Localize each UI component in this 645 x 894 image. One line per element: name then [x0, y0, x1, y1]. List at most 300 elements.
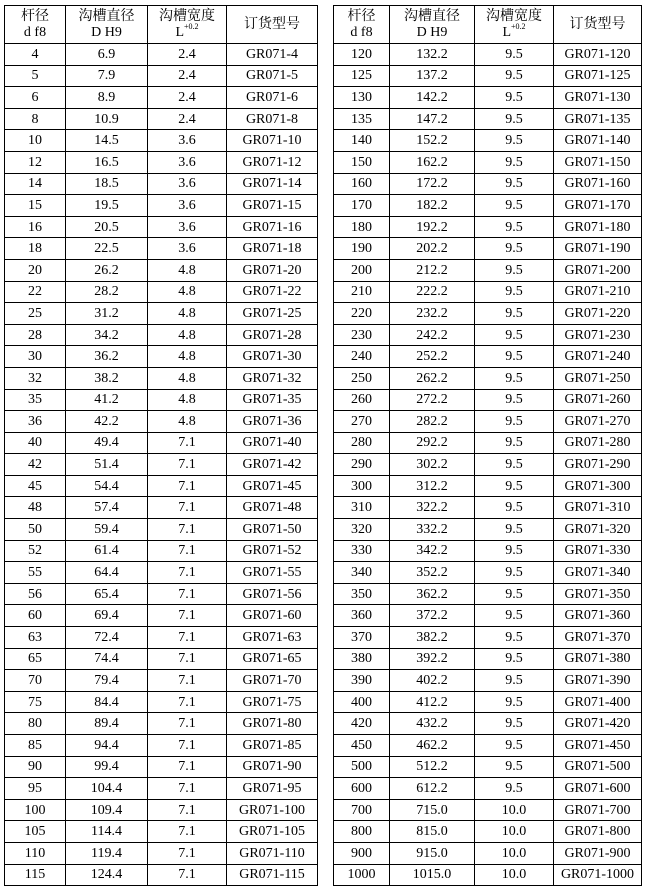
order-code-cell: GR071-390 — [554, 670, 642, 692]
order-code-cell: GR071-55 — [227, 562, 318, 584]
order-code-cell: GR071-210 — [554, 281, 642, 303]
table-row — [5, 173, 318, 195]
table-row — [334, 864, 642, 886]
rod-diameter-cell: 125 — [334, 65, 390, 87]
groove-diameter-cell: 42.2 — [66, 411, 148, 433]
table-row — [334, 821, 642, 843]
rod-diameter-cell: 270 — [334, 411, 390, 433]
table-row — [334, 367, 642, 389]
groove-width-cell: 7.1 — [148, 821, 227, 843]
groove-width-cell: 9.5 — [475, 670, 554, 692]
order-code-cell: GR071-16 — [227, 216, 318, 238]
rod-diameter-cell: 45 — [5, 475, 66, 497]
rod-diameter-cell: 16 — [5, 216, 66, 238]
order-code-cell: GR071-115 — [227, 864, 318, 886]
order-code-cell: GR071-110 — [227, 842, 318, 864]
groove-diameter-cell: 119.4 — [66, 842, 148, 864]
rod-diameter-cell: 55 — [5, 562, 66, 584]
groove-width-cell: 7.1 — [148, 735, 227, 757]
groove-width-cell: 7.1 — [148, 432, 227, 454]
rod-diameter-cell: 240 — [334, 346, 390, 368]
groove-width-cell: 10.0 — [475, 821, 554, 843]
groove-diameter-cell: 402.2 — [390, 670, 475, 692]
table-row — [5, 44, 318, 66]
order-code-cell: GR071-330 — [554, 540, 642, 562]
groove-width-cell: 9.5 — [475, 562, 554, 584]
groove-diameter-cell: 20.5 — [66, 216, 148, 238]
rod-diameter-cell: 6 — [5, 87, 66, 109]
groove-width-cell: 2.4 — [148, 108, 227, 130]
groove-width-cell: 3.6 — [148, 151, 227, 173]
order-code-cell: GR071-400 — [554, 691, 642, 713]
rod-diameter-cell: 120 — [334, 44, 390, 66]
order-code-cell: GR071-75 — [227, 691, 318, 713]
rod-diameter-cell: 90 — [5, 756, 66, 778]
groove-diameter-cell: 104.4 — [66, 778, 148, 800]
table-row — [334, 605, 642, 627]
groove-diameter-cell: 69.4 — [66, 605, 148, 627]
header-rod-diameter — [5, 6, 66, 44]
groove-width-cell: 9.5 — [475, 303, 554, 325]
order-code-cell: GR071-95 — [227, 778, 318, 800]
order-code-cell: GR071-14 — [227, 173, 318, 195]
rod-diameter-cell: 5 — [5, 65, 66, 87]
table-row — [334, 756, 642, 778]
rod-diameter-cell: 40 — [5, 432, 66, 454]
order-code-cell: GR071-65 — [227, 648, 318, 670]
rod-diameter-cell: 170 — [334, 195, 390, 217]
table-row — [5, 519, 318, 541]
groove-width-cell: 2.4 — [148, 87, 227, 109]
header-groove-width — [475, 6, 554, 44]
rod-diameter-cell: 250 — [334, 367, 390, 389]
order-code-cell: GR071-15 — [227, 195, 318, 217]
groove-diameter-cell: 14.5 — [66, 130, 148, 152]
groove-width-cell: 9.5 — [475, 756, 554, 778]
table-row — [334, 281, 642, 303]
groove-width-cell: 9.5 — [475, 173, 554, 195]
order-code-cell: GR071-125 — [554, 65, 642, 87]
order-code-cell: GR071-25 — [227, 303, 318, 325]
table-row — [5, 324, 318, 346]
order-code-cell: GR071-600 — [554, 778, 642, 800]
groove-width-cell: 9.5 — [475, 108, 554, 130]
groove-width-cell: 7.1 — [148, 540, 227, 562]
rod-diameter-cell: 160 — [334, 173, 390, 195]
groove-width-cell: 9.5 — [475, 778, 554, 800]
groove-width-cell: 9.5 — [475, 713, 554, 735]
order-code-cell: GR071-280 — [554, 432, 642, 454]
groove-diameter-cell: 124.4 — [66, 864, 148, 886]
table-row — [334, 735, 642, 757]
rod-diameter-cell: 100 — [5, 799, 66, 821]
order-code-cell: GR071-90 — [227, 756, 318, 778]
order-code-cell: GR071-200 — [554, 259, 642, 281]
order-code-cell: GR071-5 — [227, 65, 318, 87]
order-code-cell: GR071-12 — [227, 151, 318, 173]
table-row — [5, 411, 318, 433]
table-row — [5, 454, 318, 476]
rod-diameter-cell: 260 — [334, 389, 390, 411]
groove-diameter-cell: 362.2 — [390, 583, 475, 605]
order-code-cell: GR071-42 — [227, 454, 318, 476]
header-row — [5, 6, 318, 44]
table-row — [334, 583, 642, 605]
groove-diameter-cell: 137.2 — [390, 65, 475, 87]
order-code-cell: GR071-60 — [227, 605, 318, 627]
groove-width-cell: 9.5 — [475, 195, 554, 217]
order-code-cell: GR071-450 — [554, 735, 642, 757]
order-code-cell: GR071-240 — [554, 346, 642, 368]
header-groove-diameter — [66, 6, 148, 44]
groove-width-cell: 9.5 — [475, 497, 554, 519]
table-row — [5, 691, 318, 713]
groove-diameter-cell: 612.2 — [390, 778, 475, 800]
order-code-cell: GR071-85 — [227, 735, 318, 757]
order-code-cell: GR071-340 — [554, 562, 642, 584]
order-code-cell: GR071-35 — [227, 389, 318, 411]
groove-width-cell: 9.5 — [475, 87, 554, 109]
order-code-cell: GR071-18 — [227, 238, 318, 260]
groove-diameter-cell: 57.4 — [66, 497, 148, 519]
groove-width-cell: 7.1 — [148, 648, 227, 670]
groove-diameter-cell: 28.2 — [66, 281, 148, 303]
groove-diameter-cell: 302.2 — [390, 454, 475, 476]
table-row — [334, 259, 642, 281]
groove-diameter-cell: 272.2 — [390, 389, 475, 411]
groove-width-cell: 9.5 — [475, 238, 554, 260]
groove-diameter-cell: 232.2 — [390, 303, 475, 325]
groove-diameter-cell: 352.2 — [390, 562, 475, 584]
rod-diameter-cell: 12 — [5, 151, 66, 173]
groove-width-cell: 10.0 — [475, 842, 554, 864]
rod-diameter-cell: 310 — [334, 497, 390, 519]
rod-diameter-cell: 105 — [5, 821, 66, 843]
groove-diameter-cell: 222.2 — [390, 281, 475, 303]
table-row — [5, 87, 318, 109]
table-row — [334, 324, 642, 346]
groove-width-cell: 9.5 — [475, 367, 554, 389]
groove-diameter-cell: 815.0 — [390, 821, 475, 843]
order-code-cell: GR071-105 — [227, 821, 318, 843]
groove-width-cell: 4.8 — [148, 259, 227, 281]
groove-diameter-cell: 49.4 — [66, 432, 148, 454]
groove-width-cell: 9.5 — [475, 605, 554, 627]
groove-width-cell: 9.5 — [475, 475, 554, 497]
groove-width-cell: 9.5 — [475, 691, 554, 713]
order-code-cell: GR071-370 — [554, 627, 642, 649]
order-code-cell: GR071-52 — [227, 540, 318, 562]
table-row — [334, 799, 642, 821]
rod-diameter-cell: 22 — [5, 281, 66, 303]
table-row — [334, 303, 642, 325]
groove-diameter-cell: 332.2 — [390, 519, 475, 541]
order-code-cell: GR071-360 — [554, 605, 642, 627]
table-row — [334, 108, 642, 130]
rod-diameter-cell: 420 — [334, 713, 390, 735]
table-row — [5, 475, 318, 497]
table-row — [334, 432, 642, 454]
header-groove-diameter-label: 沟槽直径 — [404, 8, 460, 24]
table-row — [334, 44, 642, 66]
groove-width-cell: 3.6 — [148, 130, 227, 152]
table-row — [5, 756, 318, 778]
order-code-cell: GR071-420 — [554, 713, 642, 735]
groove-diameter-cell: 79.4 — [66, 670, 148, 692]
groove-diameter-cell: 99.4 — [66, 756, 148, 778]
groove-width-cell: 4.8 — [148, 367, 227, 389]
groove-width-cell: 2.4 — [148, 44, 227, 66]
rod-diameter-cell: 380 — [334, 648, 390, 670]
order-code-cell: GR071-1000 — [554, 864, 642, 886]
order-code-cell: GR071-130 — [554, 87, 642, 109]
order-code-cell: GR071-310 — [554, 497, 642, 519]
groove-width-cell: 9.5 — [475, 735, 554, 757]
order-code-cell: GR071-380 — [554, 648, 642, 670]
header-groove-width-tolerance: +0.2 — [511, 21, 526, 31]
table-row — [5, 108, 318, 130]
rod-diameter-cell: 330 — [334, 540, 390, 562]
table-row — [334, 238, 642, 260]
groove-spec-table-right — [333, 5, 642, 886]
rod-diameter-cell: 220 — [334, 303, 390, 325]
table-row — [5, 238, 318, 260]
order-code-cell: GR071-900 — [554, 842, 642, 864]
groove-diameter-cell: 412.2 — [390, 691, 475, 713]
table-row — [5, 842, 318, 864]
groove-width-cell: 9.5 — [475, 216, 554, 238]
groove-diameter-cell: 38.2 — [66, 367, 148, 389]
groove-diameter-cell: 18.5 — [66, 173, 148, 195]
header-rod-diameter-tolerance: d f8 — [23, 24, 47, 40]
header-groove-diameter-label: 沟槽直径 — [78, 8, 135, 24]
groove-diameter-cell: 915.0 — [390, 842, 475, 864]
table-row — [5, 540, 318, 562]
groove-diameter-cell: 212.2 — [390, 259, 475, 281]
order-code-cell: GR071-250 — [554, 367, 642, 389]
groove-width-cell: 7.1 — [148, 475, 227, 497]
groove-diameter-cell: 242.2 — [390, 324, 475, 346]
groove-diameter-cell: 262.2 — [390, 367, 475, 389]
rod-diameter-cell: 280 — [334, 432, 390, 454]
rod-diameter-cell: 52 — [5, 540, 66, 562]
order-code-cell: GR071-4 — [227, 44, 318, 66]
order-code-cell: GR071-700 — [554, 799, 642, 821]
groove-width-cell: 7.1 — [148, 756, 227, 778]
rod-diameter-cell: 340 — [334, 562, 390, 584]
rod-diameter-cell: 10 — [5, 130, 66, 152]
groove-diameter-cell: 36.2 — [66, 346, 148, 368]
order-code-cell: GR071-20 — [227, 259, 318, 281]
rod-diameter-cell: 50 — [5, 519, 66, 541]
groove-width-cell: 7.1 — [148, 497, 227, 519]
order-code-cell: GR071-48 — [227, 497, 318, 519]
order-code-cell: GR071-320 — [554, 519, 642, 541]
groove-diameter-cell: 64.4 — [66, 562, 148, 584]
groove-width-cell: 3.6 — [148, 195, 227, 217]
groove-width-cell: 7.1 — [148, 670, 227, 692]
table-row — [5, 713, 318, 735]
order-code-cell: GR071-290 — [554, 454, 642, 476]
table-row — [334, 130, 642, 152]
order-code-cell: GR071-70 — [227, 670, 318, 692]
table-row — [5, 799, 318, 821]
groove-width-cell: 7.1 — [148, 562, 227, 584]
header-groove-width-tolerance: +0.2 — [184, 21, 199, 31]
order-code-cell: GR071-150 — [554, 151, 642, 173]
header-groove-width-symbol: L — [502, 24, 512, 40]
order-code-cell: GR071-100 — [227, 799, 318, 821]
order-code-cell: GR071-32 — [227, 367, 318, 389]
table-row — [5, 367, 318, 389]
rod-diameter-cell: 70 — [5, 670, 66, 692]
groove-diameter-cell: 202.2 — [390, 238, 475, 260]
table-row — [334, 627, 642, 649]
groove-diameter-cell: 252.2 — [390, 346, 475, 368]
order-code-cell: GR071-300 — [554, 475, 642, 497]
header-groove-diameter — [390, 6, 475, 44]
order-code-cell: GR071-120 — [554, 44, 642, 66]
rod-diameter-cell: 35 — [5, 389, 66, 411]
groove-width-cell: 9.5 — [475, 411, 554, 433]
groove-diameter-cell: 382.2 — [390, 627, 475, 649]
table-row — [5, 864, 318, 886]
rod-diameter-cell: 150 — [334, 151, 390, 173]
order-code-cell: GR071-170 — [554, 195, 642, 217]
table-row — [5, 432, 318, 454]
table-row — [5, 670, 318, 692]
groove-diameter-cell: 16.5 — [66, 151, 148, 173]
header-rod-diameter-label: 杆径 — [347, 8, 376, 24]
groove-diameter-cell: 26.2 — [66, 259, 148, 281]
groove-diameter-cell: 147.2 — [390, 108, 475, 130]
groove-width-cell: 7.1 — [148, 864, 227, 886]
table-row — [334, 454, 642, 476]
groove-diameter-cell: 6.9 — [66, 44, 148, 66]
table-row — [334, 691, 642, 713]
groove-width-cell: 3.6 — [148, 238, 227, 260]
table-row — [334, 65, 642, 87]
groove-width-cell: 7.1 — [148, 713, 227, 735]
groove-diameter-cell: 22.5 — [66, 238, 148, 260]
table-row — [5, 216, 318, 238]
order-code-cell: GR071-220 — [554, 303, 642, 325]
rod-diameter-cell: 8 — [5, 108, 66, 130]
rod-diameter-cell: 63 — [5, 627, 66, 649]
rod-diameter-cell: 320 — [334, 519, 390, 541]
groove-width-cell: 7.1 — [148, 842, 227, 864]
order-code-cell: GR071-80 — [227, 713, 318, 735]
rod-diameter-cell: 48 — [5, 497, 66, 519]
header-rod-diameter-label: 杆径 — [21, 8, 49, 24]
table-row — [334, 216, 642, 238]
table-row — [334, 562, 642, 584]
groove-diameter-cell: 182.2 — [390, 195, 475, 217]
table-row — [334, 778, 642, 800]
groove-width-cell: 9.5 — [475, 432, 554, 454]
table-row — [5, 821, 318, 843]
table-row — [5, 778, 318, 800]
order-code-cell: GR071-63 — [227, 627, 318, 649]
groove-diameter-cell: 84.4 — [66, 691, 148, 713]
order-code-cell: GR071-135 — [554, 108, 642, 130]
groove-diameter-cell: 172.2 — [390, 173, 475, 195]
groove-width-cell: 9.5 — [475, 151, 554, 173]
groove-diameter-cell: 462.2 — [390, 735, 475, 757]
table-row — [5, 735, 318, 757]
rod-diameter-cell: 140 — [334, 130, 390, 152]
rod-diameter-cell: 115 — [5, 864, 66, 886]
rod-diameter-cell: 14 — [5, 173, 66, 195]
groove-width-cell: 9.5 — [475, 259, 554, 281]
header-rod-diameter — [334, 6, 390, 44]
order-code-cell: GR071-230 — [554, 324, 642, 346]
order-code-cell: GR071-800 — [554, 821, 642, 843]
rod-diameter-cell: 80 — [5, 713, 66, 735]
groove-width-cell: 9.5 — [475, 281, 554, 303]
groove-diameter-cell: 162.2 — [390, 151, 475, 173]
groove-diameter-cell: 342.2 — [390, 540, 475, 562]
groove-diameter-cell: 61.4 — [66, 540, 148, 562]
rod-diameter-cell: 15 — [5, 195, 66, 217]
groove-diameter-cell: 282.2 — [390, 411, 475, 433]
rod-diameter-cell: 30 — [5, 346, 66, 368]
rod-diameter-cell: 800 — [334, 821, 390, 843]
order-code-cell: GR071-6 — [227, 87, 318, 109]
rod-diameter-cell: 75 — [5, 691, 66, 713]
table-row — [334, 389, 642, 411]
rod-diameter-cell: 350 — [334, 583, 390, 605]
groove-diameter-cell: 109.4 — [66, 799, 148, 821]
rod-diameter-cell: 210 — [334, 281, 390, 303]
groove-diameter-cell: 19.5 — [66, 195, 148, 217]
table-row — [334, 346, 642, 368]
header-groove-width-label: 沟槽宽度 — [486, 8, 542, 24]
groove-width-cell: 9.5 — [475, 583, 554, 605]
order-code-cell: GR071-500 — [554, 756, 642, 778]
groove-diameter-cell: 54.4 — [66, 475, 148, 497]
rod-diameter-cell: 65 — [5, 648, 66, 670]
table-row — [334, 195, 642, 217]
groove-diameter-cell: 312.2 — [390, 475, 475, 497]
groove-width-cell: 7.1 — [148, 583, 227, 605]
table-row — [5, 281, 318, 303]
groove-diameter-cell: 89.4 — [66, 713, 148, 735]
groove-diameter-cell: 8.9 — [66, 87, 148, 109]
groove-width-cell: 10.0 — [475, 864, 554, 886]
order-code-cell: GR071-8 — [227, 108, 318, 130]
order-code-cell: GR071-22 — [227, 281, 318, 303]
groove-width-cell: 3.6 — [148, 173, 227, 195]
order-code-cell: GR071-56 — [227, 583, 318, 605]
rod-diameter-cell: 4 — [5, 44, 66, 66]
groove-diameter-cell: 94.4 — [66, 735, 148, 757]
rod-diameter-cell: 190 — [334, 238, 390, 260]
groove-width-cell: 7.1 — [148, 454, 227, 476]
rod-diameter-cell: 450 — [334, 735, 390, 757]
rod-diameter-cell: 85 — [5, 735, 66, 757]
header-rod-diameter-tolerance: d f8 — [350, 24, 373, 40]
rod-diameter-cell: 370 — [334, 627, 390, 649]
table-row — [5, 648, 318, 670]
header-groove-diameter-tolerance: D H9 — [416, 24, 448, 40]
rod-diameter-cell: 300 — [334, 475, 390, 497]
header-groove-width-symbol: L — [175, 24, 185, 40]
groove-diameter-cell: 132.2 — [390, 44, 475, 66]
rod-diameter-cell: 360 — [334, 605, 390, 627]
rod-diameter-cell: 36 — [5, 411, 66, 433]
groove-diameter-cell: 512.2 — [390, 756, 475, 778]
